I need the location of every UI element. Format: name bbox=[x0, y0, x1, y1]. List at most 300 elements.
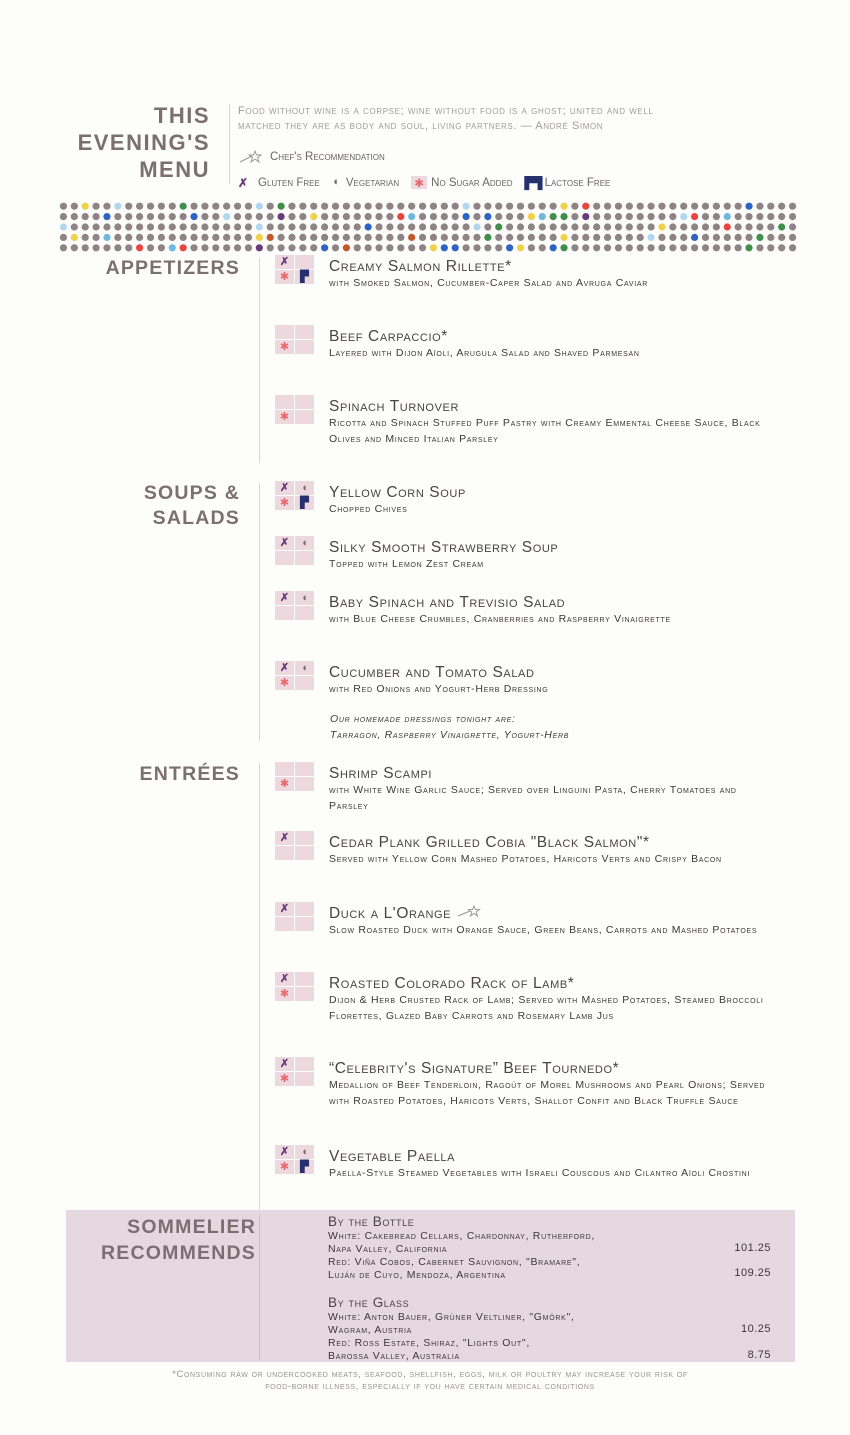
decorative-dot bbox=[190, 244, 197, 251]
decorative-dot bbox=[82, 203, 89, 210]
decorative-dot bbox=[615, 203, 622, 210]
decorative-dot bbox=[321, 203, 328, 210]
icon-cell bbox=[275, 551, 294, 565]
decorative-dot bbox=[343, 234, 350, 241]
gluten-free-icon: ✗ bbox=[275, 255, 294, 269]
decorative-dot bbox=[626, 203, 633, 210]
item-description: with Blue Cheese Crumbles, Cranberries and Raspberry Vinaigrette bbox=[329, 613, 671, 625]
decorative-dot bbox=[745, 213, 752, 220]
decorative-dot bbox=[158, 244, 165, 251]
dressings-note bbox=[330, 711, 569, 743]
decorative-dot bbox=[441, 244, 448, 251]
decorative-dot bbox=[267, 234, 274, 241]
decorative-dot bbox=[517, 203, 524, 210]
decorative-dot bbox=[789, 234, 796, 241]
decorative-dot bbox=[288, 203, 295, 210]
decorative-dot bbox=[767, 203, 774, 210]
decorative-dot bbox=[778, 203, 785, 210]
decorative-dot bbox=[114, 223, 121, 230]
header-divider bbox=[229, 104, 230, 184]
decorative-dot bbox=[332, 213, 339, 220]
decorative-dot bbox=[223, 203, 230, 210]
item-description: with Red Onions and Yogurt-Herb Dressing bbox=[329, 683, 549, 695]
wine-price: 109.25 bbox=[734, 1267, 771, 1279]
item-description: Topped with Lemon Zest Cream bbox=[329, 558, 484, 570]
decorative-dot bbox=[637, 213, 644, 220]
gluten-free-icon: ✗ bbox=[275, 591, 294, 605]
decorative-dot bbox=[277, 244, 284, 251]
legend-lactose-label: Lactose Free bbox=[544, 176, 611, 189]
decorative-dot bbox=[669, 234, 676, 241]
decorative-dot bbox=[125, 203, 132, 210]
icon-cell bbox=[295, 917, 314, 931]
no-sugar-icon: ✱ bbox=[275, 1160, 294, 1174]
decorative-dot bbox=[147, 213, 154, 220]
decorative-dot bbox=[593, 213, 600, 220]
decorative-dot bbox=[375, 234, 382, 241]
wine-quote: Food without wine is a corpse; wine without food is a ghost; united and well matched they are as body and soul, living partners. — André Simon bbox=[238, 105, 654, 132]
decorative-dot bbox=[658, 213, 665, 220]
item-name: Cucumber and Tomato Salad bbox=[329, 664, 535, 681]
decorative-dot bbox=[169, 223, 176, 230]
decorative-dot bbox=[408, 234, 415, 241]
decorative-dot bbox=[245, 234, 252, 241]
decorative-dot bbox=[539, 213, 546, 220]
decorative-dot bbox=[484, 203, 491, 210]
decorative-dot bbox=[658, 203, 665, 210]
item-description: with Smoked Salmon, Cucumber-Caper Salad and Avruga Caviar bbox=[329, 277, 648, 289]
decorative-dot bbox=[158, 234, 165, 241]
decorative-dot bbox=[735, 234, 742, 241]
decorative-dot bbox=[539, 223, 546, 230]
decorative-dot bbox=[550, 244, 557, 251]
decorative-dot bbox=[386, 244, 393, 251]
decorative-dot bbox=[441, 234, 448, 241]
decorative-dot bbox=[778, 223, 785, 230]
decorative-dot bbox=[60, 223, 67, 230]
decorative-dot bbox=[473, 203, 480, 210]
decorative-dot bbox=[114, 244, 121, 251]
decorative-dot bbox=[234, 244, 241, 251]
decorative-dot bbox=[212, 223, 219, 230]
decorative-dot bbox=[299, 223, 306, 230]
decorative-dot bbox=[767, 213, 774, 220]
gluten-free-icon: ✗ bbox=[275, 536, 294, 550]
decorative-dot bbox=[691, 223, 698, 230]
decorative-dot bbox=[299, 213, 306, 220]
decorative-dot bbox=[419, 213, 426, 220]
decorative-dot bbox=[702, 223, 709, 230]
wine-price: 10.25 bbox=[740, 1323, 771, 1335]
decorative-dot bbox=[136, 244, 143, 251]
decorative-dot bbox=[756, 244, 763, 251]
decorative-dot bbox=[713, 203, 720, 210]
decorative-dot bbox=[593, 203, 600, 210]
no-sugar-icon: ✱ bbox=[275, 496, 294, 510]
decorative-dot bbox=[169, 213, 176, 220]
decorative-dot bbox=[321, 234, 328, 241]
decorative-dot bbox=[495, 244, 502, 251]
decorative-dot bbox=[582, 203, 589, 210]
decorative-dot bbox=[506, 213, 513, 220]
leaf-icon: ◖ bbox=[295, 481, 314, 495]
decorative-dot bbox=[125, 213, 132, 220]
decorative-dot bbox=[288, 213, 295, 220]
gluten-free-icon: ✗ bbox=[275, 831, 294, 845]
gluten-free-icon: ✗ bbox=[238, 176, 249, 190]
decorative-dot bbox=[180, 213, 187, 220]
decorative-dot bbox=[713, 213, 720, 220]
decorative-dot bbox=[702, 234, 709, 241]
decorative-dot bbox=[103, 213, 110, 220]
decorative-dot bbox=[321, 223, 328, 230]
decorative-dot bbox=[430, 203, 437, 210]
decorative-dot bbox=[190, 203, 197, 210]
star-icon bbox=[240, 150, 256, 163]
decorative-dot bbox=[419, 223, 426, 230]
gluten-free-icon: ✗ bbox=[275, 661, 294, 675]
decorative-dot bbox=[626, 223, 633, 230]
item-name: Creamy Salmon Rillette* bbox=[329, 258, 512, 275]
decorative-dot bbox=[506, 223, 513, 230]
decorative-dot bbox=[365, 203, 372, 210]
entrees-divider bbox=[259, 763, 260, 1210]
decorative-dot bbox=[60, 244, 67, 251]
diet-icons bbox=[275, 762, 315, 792]
decorative-dot bbox=[201, 213, 208, 220]
icon-cell bbox=[295, 831, 314, 845]
item-description: Ricotta and Spinach Stuffed Puff Pastry with Creamy Emmental Cheese Sauce, Black Olives and Minced Italian Parsley bbox=[329, 417, 761, 445]
cow-icon: ▛▜ bbox=[524, 178, 543, 190]
decorative-dot bbox=[310, 203, 317, 210]
decorative-dot bbox=[190, 213, 197, 220]
decorative-dot bbox=[452, 203, 459, 210]
menu-title-line-1: THIS bbox=[153, 103, 210, 128]
diet-icons bbox=[275, 1145, 315, 1175]
decorative-dot bbox=[462, 244, 469, 251]
footnote-line: food-borne illness, especially if you have certain medical conditions bbox=[265, 1381, 595, 1392]
decorative-dot bbox=[735, 203, 742, 210]
decorative-dot bbox=[550, 203, 557, 210]
decorative-dot bbox=[430, 234, 437, 241]
decorative-dot bbox=[550, 213, 557, 220]
decorative-dot bbox=[277, 223, 284, 230]
diet-icons bbox=[275, 972, 315, 1002]
icon-cell bbox=[295, 325, 314, 339]
decorative-dot bbox=[147, 244, 154, 251]
decorative-dot bbox=[604, 203, 611, 210]
decorative-dot bbox=[190, 234, 197, 241]
decorative-dot bbox=[92, 234, 99, 241]
decorative-dot bbox=[256, 213, 263, 220]
decorative-dot bbox=[691, 244, 698, 251]
decorative-dot bbox=[299, 203, 306, 210]
decorative-dot bbox=[539, 203, 546, 210]
decorative-dot bbox=[397, 223, 404, 230]
decorative-dot bbox=[691, 234, 698, 241]
decorative-dot bbox=[408, 213, 415, 220]
item-description: Chopped Chives bbox=[329, 503, 408, 515]
decorative-dot bbox=[495, 203, 502, 210]
appetizers-divider bbox=[259, 258, 260, 463]
no-sugar-icon: ✱ bbox=[275, 270, 294, 284]
decorative-dot bbox=[604, 234, 611, 241]
sommelier-divider bbox=[259, 1214, 260, 1360]
decorative-dot bbox=[680, 213, 687, 220]
decorative-dot bbox=[169, 234, 176, 241]
icon-cell bbox=[295, 762, 314, 776]
decorative-dot bbox=[71, 244, 78, 251]
decorative-dot bbox=[517, 223, 524, 230]
icon-cell bbox=[295, 340, 314, 354]
decorative-dot bbox=[82, 213, 89, 220]
legend-chef-label: Chef's Recommendation bbox=[270, 150, 385, 163]
leaf-icon: ◖ bbox=[295, 1145, 314, 1159]
decorative-dot bbox=[92, 244, 99, 251]
decorative-dot bbox=[419, 203, 426, 210]
decorative-dot bbox=[778, 213, 785, 220]
decorative-dot bbox=[223, 213, 230, 220]
decorative-dot bbox=[462, 213, 469, 220]
icon-cell bbox=[295, 902, 314, 916]
decorative-dot bbox=[789, 244, 796, 251]
decorative-dot bbox=[767, 234, 774, 241]
decorative-dot bbox=[321, 213, 328, 220]
decorative-dot bbox=[713, 234, 720, 241]
cow-icon: ▛ bbox=[295, 496, 314, 510]
section-title-soups-salads: SOUPS & SALADS bbox=[143, 482, 240, 529]
decorative-dot bbox=[180, 203, 187, 210]
decorative-dot bbox=[452, 223, 459, 230]
no-sugar-icon: ✱ bbox=[275, 987, 294, 1001]
decorative-dot bbox=[212, 244, 219, 251]
decorative-dot bbox=[528, 203, 535, 210]
decorative-dot bbox=[310, 234, 317, 241]
decorative-dot bbox=[745, 223, 752, 230]
decorative-dot bbox=[103, 234, 110, 241]
decorative-dot bbox=[332, 223, 339, 230]
wine-line: White: Cakebread Cellars, Chardonnay, Rutherford, bbox=[328, 1230, 595, 1242]
decorative-dot bbox=[789, 203, 796, 210]
legend-vegetarian-label: Vegetarian bbox=[345, 176, 400, 189]
decorative-dot bbox=[658, 223, 665, 230]
decorative-dot bbox=[408, 244, 415, 251]
decorative-dot bbox=[365, 223, 372, 230]
decorative-dot bbox=[256, 244, 263, 251]
decorative-dot bbox=[212, 213, 219, 220]
decorative-dot bbox=[310, 244, 317, 251]
no-sugar-icon: ✱ bbox=[275, 777, 294, 791]
decorative-dot bbox=[71, 213, 78, 220]
decorative-dot bbox=[571, 234, 578, 241]
icon-cell bbox=[295, 972, 314, 986]
decorative-dot bbox=[299, 244, 306, 251]
decorative-dot bbox=[234, 234, 241, 241]
decorative-dot bbox=[560, 213, 567, 220]
gluten-free-icon: ✗ bbox=[275, 1057, 294, 1071]
decorative-dot bbox=[528, 213, 535, 220]
decorative-dot bbox=[125, 244, 132, 251]
decorative-dot bbox=[430, 213, 437, 220]
decorative-dot bbox=[430, 244, 437, 251]
decorative-dot bbox=[71, 234, 78, 241]
decorative-dot bbox=[71, 223, 78, 230]
decorative-dot bbox=[560, 203, 567, 210]
decorative-dot bbox=[680, 244, 687, 251]
gluten-free-icon: ✗ bbox=[275, 1145, 294, 1159]
decorative-dot bbox=[375, 213, 382, 220]
wine-line: Barossa Valley, Australia bbox=[328, 1350, 460, 1362]
decorative-dot bbox=[615, 234, 622, 241]
legend-diet bbox=[238, 176, 610, 189]
decorative-dot bbox=[147, 234, 154, 241]
item-name: Spinach Turnover bbox=[329, 398, 459, 415]
item-name: Shrimp Scampi bbox=[329, 765, 433, 782]
decorative-dot bbox=[158, 203, 165, 210]
decorative-dot bbox=[234, 223, 241, 230]
cow-icon: ▛ bbox=[295, 1160, 314, 1174]
decorative-dot bbox=[60, 203, 67, 210]
star-icon bbox=[458, 905, 482, 918]
decorative-dot bbox=[767, 223, 774, 230]
decorative-dot bbox=[397, 213, 404, 220]
decorative-dot bbox=[354, 234, 361, 241]
no-sugar-icon: ✱ bbox=[275, 410, 294, 424]
decorative-dot bbox=[92, 203, 99, 210]
decorative-dot bbox=[245, 213, 252, 220]
decorative-dot bbox=[103, 203, 110, 210]
diet-icons bbox=[275, 591, 315, 621]
decorative-dot bbox=[745, 203, 752, 210]
menu-title-line-2: EVENING'S bbox=[77, 130, 210, 155]
decorative-dot bbox=[647, 203, 654, 210]
decorative-dot bbox=[354, 213, 361, 220]
decorative-dot bbox=[452, 244, 459, 251]
decorative-dot bbox=[136, 234, 143, 241]
decorative-dot bbox=[365, 234, 372, 241]
decorative-dot bbox=[267, 203, 274, 210]
decorative-dot bbox=[430, 223, 437, 230]
icon-cell bbox=[295, 410, 314, 424]
diet-icons bbox=[275, 902, 315, 932]
decorative-dot bbox=[158, 213, 165, 220]
decorative-dot bbox=[658, 234, 665, 241]
decorative-dot bbox=[60, 234, 67, 241]
decorative-dot bbox=[582, 244, 589, 251]
decorative-dot bbox=[212, 203, 219, 210]
decorative-dot bbox=[691, 213, 698, 220]
decorative-dot bbox=[582, 223, 589, 230]
note-line: Tarragon, Raspberry Vinaigrette, Yogurt-Herb bbox=[330, 729, 570, 741]
decorative-dot bbox=[658, 244, 665, 251]
wine-line: Red: Viña Cobos, Cabernet Sauvignon, "Bramare", bbox=[328, 1256, 581, 1268]
decorative-dot bbox=[267, 244, 274, 251]
diet-icons bbox=[275, 255, 315, 285]
decorative-dot bbox=[550, 223, 557, 230]
decorative-dot bbox=[365, 213, 372, 220]
decorative-dot bbox=[647, 213, 654, 220]
decorative-dot bbox=[593, 234, 600, 241]
decorative-dot bbox=[299, 234, 306, 241]
decorative-dot bbox=[256, 234, 263, 241]
decorative-dot bbox=[136, 203, 143, 210]
decorative-dot bbox=[375, 223, 382, 230]
icon-cell bbox=[275, 917, 294, 931]
icon-cell bbox=[295, 551, 314, 565]
decorative-dot bbox=[484, 213, 491, 220]
decorative-dot bbox=[495, 213, 502, 220]
decorative-dot bbox=[343, 213, 350, 220]
icon-cell bbox=[275, 762, 294, 776]
diet-icons bbox=[275, 1057, 315, 1087]
decorative-dot bbox=[626, 213, 633, 220]
decorative-dot bbox=[528, 223, 535, 230]
decorative-dot bbox=[680, 234, 687, 241]
decorative-dot bbox=[71, 203, 78, 210]
gluten-free-icon: ✗ bbox=[275, 481, 294, 495]
gluten-free-icon: ✗ bbox=[275, 902, 294, 916]
decorative-dot bbox=[626, 234, 633, 241]
decorative-dot bbox=[277, 203, 284, 210]
decorative-dot bbox=[560, 223, 567, 230]
decorative-dot bbox=[669, 213, 676, 220]
decorative-dot bbox=[539, 244, 546, 251]
item-name: Duck a L'Orange bbox=[329, 905, 482, 923]
item-description: with White Wine Garlic Sauce; Served over Linguini Pasta, Cherry Tomatoes and Parsley bbox=[329, 784, 737, 812]
decorative-dot bbox=[517, 234, 524, 241]
leaf-icon: ◖ bbox=[295, 661, 314, 675]
decorative-dot bbox=[647, 223, 654, 230]
icon-cell bbox=[275, 606, 294, 620]
section-title-appetizers: APPETIZERS bbox=[105, 257, 240, 279]
decorative-dot bbox=[256, 223, 263, 230]
decorative-dot bbox=[582, 213, 589, 220]
decorative-dot bbox=[702, 203, 709, 210]
bottle-heading: By the Bottle bbox=[328, 1214, 415, 1229]
decorative-dot bbox=[778, 234, 785, 241]
item-name: Roasted Colorado Rack of Lamb* bbox=[329, 975, 575, 992]
decorative-dot bbox=[506, 244, 513, 251]
item-description: Served with Yellow Corn Mashed Potatoes, Haricots Verts and Crispy Bacon bbox=[329, 853, 722, 865]
decorative-dot bbox=[277, 213, 284, 220]
decorative-dot bbox=[332, 203, 339, 210]
decorative-dot bbox=[745, 244, 752, 251]
decorative-dot bbox=[223, 244, 230, 251]
diet-icons bbox=[275, 831, 315, 861]
decorative-dot bbox=[441, 223, 448, 230]
item-name: “Celebrity's Signature” Beef Tournedo* bbox=[329, 1060, 620, 1077]
decorative-dot bbox=[571, 213, 578, 220]
decorative-dot bbox=[647, 234, 654, 241]
decorative-dot bbox=[615, 213, 622, 220]
decorative-dot bbox=[756, 223, 763, 230]
decorative-dot bbox=[593, 223, 600, 230]
item-description: Layered with Dijon Aïoli, Arugula Salad and Shaved Parmesan bbox=[329, 347, 640, 359]
item-description: Medallion of Beef Tenderloin, Ragoût of Morel Mushrooms and Pearl Onions; Served with Roasted Potatoes, Haricots Verts, Shallot Confit and Black Truffle Sauce bbox=[329, 1079, 766, 1107]
legend-no-sugar-label: No Sugar Added bbox=[431, 176, 513, 189]
decorative-dot bbox=[484, 223, 491, 230]
icon-cell bbox=[295, 777, 314, 791]
decorative-dot bbox=[517, 244, 524, 251]
item-name: Yellow Corn Soup bbox=[329, 484, 466, 501]
decorative-dot bbox=[462, 203, 469, 210]
icon-cell bbox=[275, 846, 294, 860]
leaf-icon: ◖ bbox=[295, 536, 314, 550]
wine-line: Luján de Cuyo, Mendoza, Argentina bbox=[328, 1269, 506, 1281]
decorative-dot bbox=[386, 213, 393, 220]
decorative-dot bbox=[419, 234, 426, 241]
decorative-dot bbox=[82, 244, 89, 251]
